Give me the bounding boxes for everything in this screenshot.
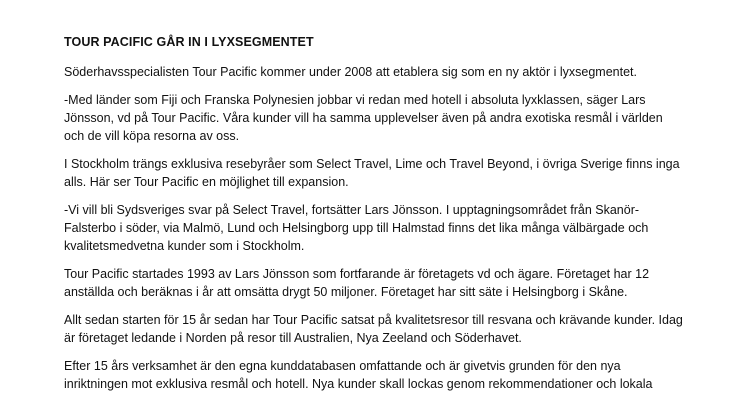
- document-page: [64, 33, 684, 403]
- paragraph-company-facts: Tour Pacific startades 1993 av Lars Jönsson som fortfarande är företagets vd och ägare. Företaget har 12 anställda och beräknas i år att omsätta drygt 50 miljoner. Företaget har sitt säte i Helsingborg i Skåne.: [64, 267, 650, 299]
- document-title: TOUR PACIFIC GÅR IN I LYXSEGMENTET: [64, 35, 314, 49]
- paragraph-quote-lyxklass: -Med länder som Fiji och Franska Polynesien jobbar vi redan med hotell i absoluta lyxklassen, säger Lars Jönsson, vd på Tour Pacific. Våra kunder vill ha samma upplevelser även på andra exotiska resmål i världen och de vill köpa resorna av oss.: [64, 93, 663, 143]
- paragraph-history: Allt sedan starten för 15 år sedan har Tour Pacific satsat på kvalitetsresor till resvana och krävande kunder. Idag är företaget ledande i Norden på resor till Australien, Nya Zeeland och Söderhavet.: [64, 313, 683, 345]
- paragraph-quote-sydsverige: -Vi vill bli Sydsveriges svar på Select Travel, fortsätter Lars Jönsson. I upptagningsområdet från Skanör-Falsterbo i söder, via Malmö, Lund och Helsingborg upp till Halmstad finns det lika många välbärgade och kvalitetsmedvetna kunder som i Stockholm.: [64, 203, 649, 253]
- paragraph-stockholm: I Stockholm trängs exklusiva resebyråer som Select Travel, Lime och Travel Beyond, i övriga Sverige finns inga alls. Här ser Tour Pacific en möjlighet till expansion.: [64, 157, 680, 189]
- paragraph-intro: Söderhavsspecialisten Tour Pacific kommer under 2008 att etablera sig som en ny aktör i lyxsegmentet.: [64, 65, 637, 79]
- paragraph-customer-database: Efter 15 års verksamhet är den egna kunddatabasen omfattande och är givetvis grunden för den nya inriktningen mot exklusiva resmål och hotell. Nya kunder skall lockas genom rekommendationer och lokala: [64, 359, 653, 391]
